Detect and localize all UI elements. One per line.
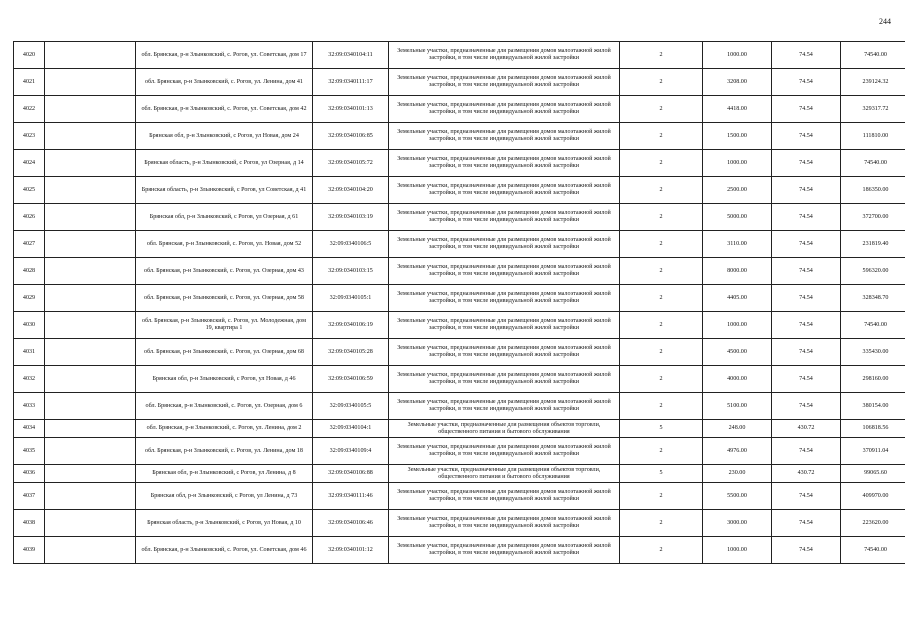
area-cell: 4418.00: [703, 96, 772, 123]
address-cell: Брянская обл, р-н Злынковский, с Рогов, ул Ленина, д 8: [136, 465, 313, 483]
specific-value-cell: 74.54: [772, 69, 841, 96]
empty-cell: [45, 285, 136, 312]
cadastral-number-cell: 32:09:0340104:1: [313, 420, 389, 438]
cadastral-value-cell: 106818.56: [841, 420, 905, 438]
cadastral-value-cell: 380154.00: [841, 393, 905, 420]
empty-cell: [45, 177, 136, 204]
permitted-use-cell: Земельные участки, предназначенные для размещения домов малоэтажной жилой застройки, в том числе индивидуальной жилой застройки: [389, 123, 620, 150]
table-row: [14, 366, 905, 393]
use-group-cell: 2: [620, 510, 703, 537]
cadastral-value-cell: 329317.72: [841, 96, 905, 123]
specific-value-cell: 74.54: [772, 204, 841, 231]
permitted-use-cell: Земельные участки, предназначенные для размещения домов малоэтажной жилой застройки, в том числе индивидуальной жилой застройки: [389, 231, 620, 258]
permitted-use-cell: Земельные участки, предназначенные для размещения домов малоэтажной жилой застройки, в том числе индивидуальной жилой застройки: [389, 537, 620, 564]
use-group-cell: 2: [620, 483, 703, 510]
address-cell: обл. Брянская, р-н Злынковский, с. Рогов, ул. Озерная, дом 43: [136, 258, 313, 285]
cadastral-number-cell: 32:09:0340105:72: [313, 150, 389, 177]
cadastral-number-cell: 32:09:0340105:28: [313, 339, 389, 366]
cadastral-number-cell: 32:09:0340105:1: [313, 285, 389, 312]
table-row: [14, 420, 905, 438]
table-row: [14, 42, 905, 69]
area-cell: 248.00: [703, 420, 772, 438]
use-group-cell: 2: [620, 393, 703, 420]
page-number: 244: [879, 17, 891, 26]
permitted-use-cell: Земельные участки, предназначенные для размещения домов малоэтажной жилой застройки, в том числе индивидуальной жилой застройки: [389, 177, 620, 204]
empty-cell: [45, 393, 136, 420]
table-row: [14, 438, 905, 465]
table-row: [14, 96, 905, 123]
address-cell: обл. Брянская, р-н Злынковский, с. Рогов, ул. Молодежная, дом 19, квартира 1: [136, 312, 313, 339]
cadastral-number-cell: 32:09:0340111:17: [313, 69, 389, 96]
use-group-cell: 2: [620, 96, 703, 123]
cadastral-value-cell: 409970.00: [841, 483, 905, 510]
address-cell: Брянская обл, р-н Злынковский, с Рогов, ул Озерная, д 61: [136, 204, 313, 231]
address-cell: Брянская обл, р-н Злынковский, с Рогов, ул Новая, дом 24: [136, 123, 313, 150]
cadastral-number-cell: 32:09:0340106:5: [313, 231, 389, 258]
table-row: [14, 312, 905, 339]
use-group-cell: 2: [620, 438, 703, 465]
area-cell: 3000.00: [703, 510, 772, 537]
cadastral-number-cell: 32:09:0340111:46: [313, 483, 389, 510]
cadastral-value-cell: 239124.32: [841, 69, 905, 96]
table-row: [14, 69, 905, 96]
address-cell: Брянская обл, р-н Злынковский, с Рогов, ул Новая, д 46: [136, 366, 313, 393]
specific-value-cell: 74.54: [772, 312, 841, 339]
empty-cell: [45, 231, 136, 258]
row-number-cell: 4034: [14, 420, 45, 438]
row-number-cell: 4031: [14, 339, 45, 366]
address-cell: обл. Брянская, р-н Злынковский, с. Рогов, ул. Ленина, дом 2: [136, 420, 313, 438]
row-number-cell: 4024: [14, 150, 45, 177]
permitted-use-cell: Земельные участки, предназначенные для размещения домов малоэтажной жилой застройки, в том числе индивидуальной жилой застройки: [389, 510, 620, 537]
permitted-use-cell: Земельные участки, предназначенные для размещения объектов торговли, общественного питания и бытового обслуживания: [389, 420, 620, 438]
row-number-cell: 4022: [14, 96, 45, 123]
permitted-use-cell: Земельные участки, предназначенные для размещения домов малоэтажной жилой застройки, в том числе индивидуальной жилой застройки: [389, 438, 620, 465]
use-group-cell: 2: [620, 231, 703, 258]
address-cell: обл. Брянская, р-н Злынковский, с. Рогов, ул. Новая, дом 52: [136, 231, 313, 258]
cadastral-number-cell: 32:09:0340101:13: [313, 96, 389, 123]
permitted-use-cell: Земельные участки, предназначенные для размещения домов малоэтажной жилой застройки, в том числе индивидуальной жилой застройки: [389, 483, 620, 510]
specific-value-cell: 74.54: [772, 483, 841, 510]
table-row: [14, 231, 905, 258]
specific-value-cell: 74.54: [772, 285, 841, 312]
area-cell: 1000.00: [703, 150, 772, 177]
table-row: [14, 150, 905, 177]
address-cell: обл. Брянская, р-н Злынковский, с. Рогов, ул. Советская, дом 17: [136, 42, 313, 69]
area-cell: 4976.00: [703, 438, 772, 465]
permitted-use-cell: Земельные участки, предназначенные для размещения домов малоэтажной жилой застройки, в том числе индивидуальной жилой застройки: [389, 393, 620, 420]
empty-cell: [45, 312, 136, 339]
row-number-cell: 4027: [14, 231, 45, 258]
use-group-cell: 2: [620, 366, 703, 393]
use-group-cell: 2: [620, 69, 703, 96]
cadastral-value-cell: 328348.70: [841, 285, 905, 312]
area-cell: 8000.00: [703, 258, 772, 285]
area-cell: 1000.00: [703, 312, 772, 339]
row-number-cell: 4036: [14, 465, 45, 483]
cadastral-number-cell: 32:09:0340104:11: [313, 42, 389, 69]
specific-value-cell: 74.54: [772, 177, 841, 204]
area-cell: 1000.00: [703, 42, 772, 69]
use-group-cell: 2: [620, 537, 703, 564]
specific-value-cell: 74.54: [772, 258, 841, 285]
empty-cell: [45, 339, 136, 366]
specific-value-cell: 74.54: [772, 96, 841, 123]
permitted-use-cell: Земельные участки, предназначенные для размещения домов малоэтажной жилой застройки, в том числе индивидуальной жилой застройки: [389, 312, 620, 339]
address-cell: обл. Брянская, р-н Злынковский, с. Рогов, ул. Советская, дом 42: [136, 96, 313, 123]
specific-value-cell: 74.54: [772, 393, 841, 420]
registry-table-body: [14, 42, 905, 564]
cadastral-value-cell: 298160.00: [841, 366, 905, 393]
area-cell: 2500.00: [703, 177, 772, 204]
use-group-cell: 2: [620, 177, 703, 204]
cadastral-number-cell: 32:09:0340101:12: [313, 537, 389, 564]
address-cell: обл. Брянская, р-н Злынковский, с. Рогов, ул. Озерная, дом 58: [136, 285, 313, 312]
row-number-cell: 4020: [14, 42, 45, 69]
use-group-cell: 2: [620, 150, 703, 177]
empty-cell: [45, 483, 136, 510]
use-group-cell: 2: [620, 123, 703, 150]
land-registry-table: [13, 41, 905, 564]
cadastral-number-cell: 32:09:0340105:5: [313, 393, 389, 420]
cadastral-number-cell: 32:09:0340106:46: [313, 510, 389, 537]
permitted-use-cell: Земельные участки, предназначенные для размещения домов малоэтажной жилой застройки, в том числе индивидуальной жилой застройки: [389, 42, 620, 69]
table-row: [14, 177, 905, 204]
specific-value-cell: 430.72: [772, 420, 841, 438]
table-row: [14, 339, 905, 366]
table-row: [14, 510, 905, 537]
permitted-use-cell: Земельные участки, предназначенные для размещения домов малоэтажной жилой застройки, в том числе индивидуальной жилой застройки: [389, 69, 620, 96]
row-number-cell: 4037: [14, 483, 45, 510]
cadastral-number-cell: 32:09:0340106:19: [313, 312, 389, 339]
cadastral-value-cell: 370911.04: [841, 438, 905, 465]
cadastral-value-cell: 99065.60: [841, 465, 905, 483]
table-row: [14, 393, 905, 420]
use-group-cell: 2: [620, 42, 703, 69]
cadastral-value-cell: 74540.00: [841, 537, 905, 564]
area-cell: 1500.00: [703, 123, 772, 150]
permitted-use-cell: Земельные участки, предназначенные для размещения домов малоэтажной жилой застройки, в том числе индивидуальной жилой застройки: [389, 366, 620, 393]
cadastral-number-cell: 32:09:0340106:85: [313, 123, 389, 150]
area-cell: 4500.00: [703, 339, 772, 366]
cadastral-value-cell: 335430.00: [841, 339, 905, 366]
table-row: [14, 285, 905, 312]
empty-cell: [45, 366, 136, 393]
specific-value-cell: 74.54: [772, 42, 841, 69]
table-row: [14, 465, 905, 483]
address-cell: обл. Брянская, р-н Злынковский, с. Рогов, ул. Озерная, дом 6: [136, 393, 313, 420]
cadastral-value-cell: 596320.00: [841, 258, 905, 285]
cadastral-value-cell: 74540.00: [841, 150, 905, 177]
specific-value-cell: 430.72: [772, 465, 841, 483]
area-cell: 3208.00: [703, 69, 772, 96]
cadastral-value-cell: 231819.40: [841, 231, 905, 258]
row-number-cell: 4035: [14, 438, 45, 465]
empty-cell: [45, 420, 136, 438]
empty-cell: [45, 537, 136, 564]
permitted-use-cell: Земельные участки, предназначенные для размещения домов малоэтажной жилой застройки, в том числе индивидуальной жилой застройки: [389, 96, 620, 123]
table-row: [14, 123, 905, 150]
cadastral-value-cell: 111810.00: [841, 123, 905, 150]
row-number-cell: 4023: [14, 123, 45, 150]
empty-cell: [45, 204, 136, 231]
specific-value-cell: 74.54: [772, 537, 841, 564]
empty-cell: [45, 96, 136, 123]
use-group-cell: 5: [620, 465, 703, 483]
cadastral-number-cell: 32:09:0340106:59: [313, 366, 389, 393]
row-number-cell: 4032: [14, 366, 45, 393]
use-group-cell: 2: [620, 312, 703, 339]
row-number-cell: 4039: [14, 537, 45, 564]
specific-value-cell: 74.54: [772, 366, 841, 393]
cadastral-value-cell: 74540.00: [841, 312, 905, 339]
empty-cell: [45, 69, 136, 96]
address-cell: обл. Брянская, р-н Злынковский, с. Рогов, ул. Ленина, дом 18: [136, 438, 313, 465]
use-group-cell: 5: [620, 420, 703, 438]
cadastral-value-cell: 74540.00: [841, 42, 905, 69]
cadastral-value-cell: 223620.00: [841, 510, 905, 537]
empty-cell: [45, 150, 136, 177]
cadastral-number-cell: 32:09:0340106:88: [313, 465, 389, 483]
permitted-use-cell: Земельные участки, предназначенные для размещения домов малоэтажной жилой застройки, в том числе индивидуальной жилой застройки: [389, 150, 620, 177]
cadastral-number-cell: 32:09:0340103:15: [313, 258, 389, 285]
area-cell: 5500.00: [703, 483, 772, 510]
cadastral-number-cell: 32:09:0340109:4: [313, 438, 389, 465]
permitted-use-cell: Земельные участки, предназначенные для размещения домов малоэтажной жилой застройки, в том числе индивидуальной жилой застройки: [389, 339, 620, 366]
use-group-cell: 2: [620, 204, 703, 231]
address-cell: Брянская область, р-н Злынковский, с Рогов, ул Новая, д 10: [136, 510, 313, 537]
permitted-use-cell: Земельные участки, предназначенные для размещения объектов торговли, общественного питания и бытового обслуживания: [389, 465, 620, 483]
table-row: [14, 258, 905, 285]
row-number-cell: 4033: [14, 393, 45, 420]
table-row: [14, 204, 905, 231]
specific-value-cell: 74.54: [772, 339, 841, 366]
address-cell: обл. Брянская, р-н Злынковский, с. Рогов, ул. Ленина, дом 41: [136, 69, 313, 96]
cadastral-value-cell: 186350.00: [841, 177, 905, 204]
row-number-cell: 4021: [14, 69, 45, 96]
row-number-cell: 4029: [14, 285, 45, 312]
cadastral-value-cell: 372700.00: [841, 204, 905, 231]
empty-cell: [45, 123, 136, 150]
row-number-cell: 4026: [14, 204, 45, 231]
area-cell: 5100.00: [703, 393, 772, 420]
specific-value-cell: 74.54: [772, 510, 841, 537]
use-group-cell: 2: [620, 339, 703, 366]
specific-value-cell: 74.54: [772, 123, 841, 150]
cadastral-number-cell: 32:09:0340103:19: [313, 204, 389, 231]
empty-cell: [45, 465, 136, 483]
row-number-cell: 4030: [14, 312, 45, 339]
use-group-cell: 2: [620, 285, 703, 312]
address-cell: Брянская область, р-н Злынковский, с Рогов, ул Озерная, д 14: [136, 150, 313, 177]
area-cell: 1000.00: [703, 537, 772, 564]
address-cell: обл. Брянская, р-н Злынковский, с. Рогов, ул. Озерная, дом 68: [136, 339, 313, 366]
address-cell: Брянская область, р-н Злынковский, с Рогов, ул Советская, д 41: [136, 177, 313, 204]
area-cell: 4000.00: [703, 366, 772, 393]
row-number-cell: 4025: [14, 177, 45, 204]
empty-cell: [45, 258, 136, 285]
area-cell: 5000.00: [703, 204, 772, 231]
row-number-cell: 4038: [14, 510, 45, 537]
table-row: [14, 537, 905, 564]
permitted-use-cell: Земельные участки, предназначенные для размещения домов малоэтажной жилой застройки, в том числе индивидуальной жилой застройки: [389, 258, 620, 285]
area-cell: 3110.00: [703, 231, 772, 258]
cadastral-number-cell: 32:09:0340104:20: [313, 177, 389, 204]
row-number-cell: 4028: [14, 258, 45, 285]
permitted-use-cell: Земельные участки, предназначенные для размещения домов малоэтажной жилой застройки, в том числе индивидуальной жилой застройки: [389, 285, 620, 312]
specific-value-cell: 74.54: [772, 150, 841, 177]
area-cell: 4405.00: [703, 285, 772, 312]
address-cell: Брянская обл, р-н Злынковский, с Рогов, ул Ленина, д 73: [136, 483, 313, 510]
use-group-cell: 2: [620, 258, 703, 285]
table-row: [14, 483, 905, 510]
permitted-use-cell: Земельные участки, предназначенные для размещения домов малоэтажной жилой застройки, в том числе индивидуальной жилой застройки: [389, 204, 620, 231]
empty-cell: [45, 438, 136, 465]
specific-value-cell: 74.54: [772, 438, 841, 465]
empty-cell: [45, 510, 136, 537]
area-cell: 230.00: [703, 465, 772, 483]
empty-cell: [45, 42, 136, 69]
address-cell: обл. Брянская, р-н Злынковский, с. Рогов, ул. Советская, дом 46: [136, 537, 313, 564]
specific-value-cell: 74.54: [772, 231, 841, 258]
